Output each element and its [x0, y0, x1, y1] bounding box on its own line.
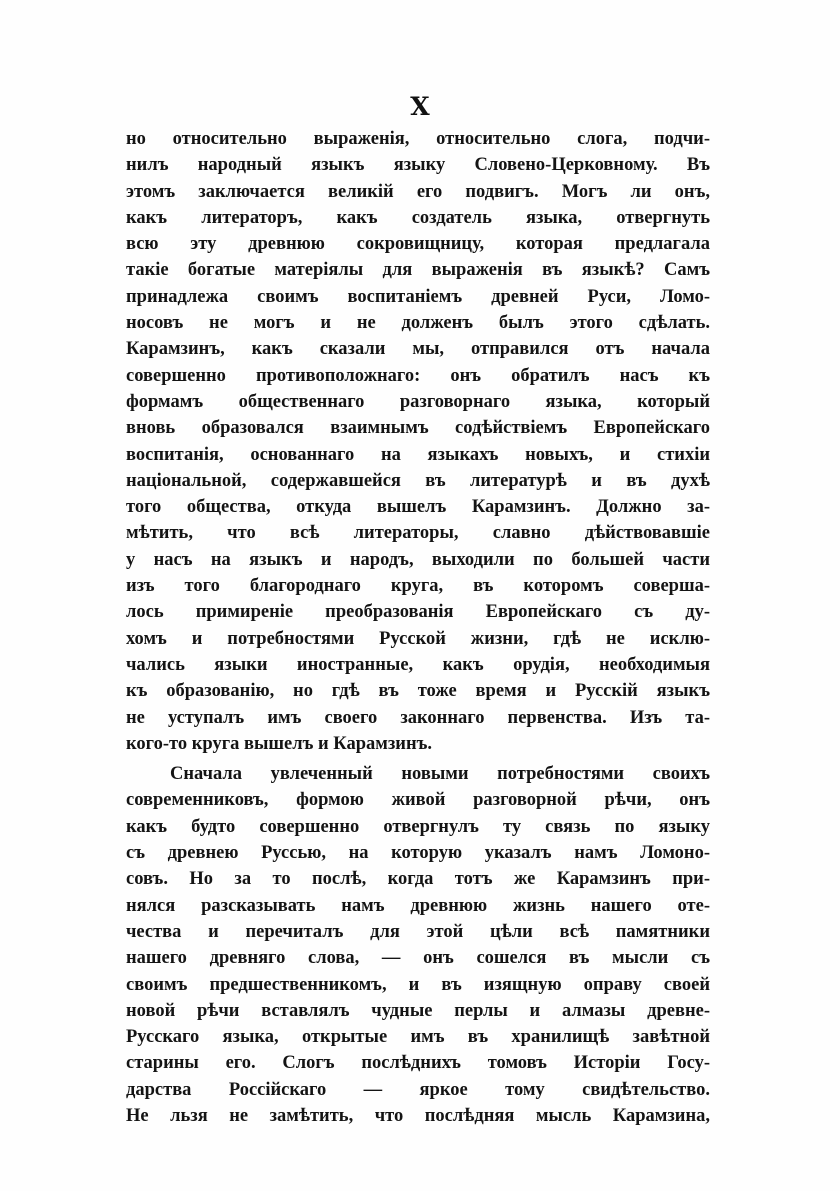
text-line: такіе богатые матеріялы для выраженія въ языкѣ? Самъ: [126, 260, 710, 281]
text-line: чались языки иностранные, какъ орудія, необходимыя: [126, 654, 710, 675]
text-line: Не льзя не замѣтить, что послѣдняя мысль Карамзина,: [126, 1105, 710, 1126]
text-line: воспитанія, основаннаго на языкахъ новыхъ, и стихіи: [126, 444, 710, 465]
text-line: нилъ народный языкъ языку Словено-Церковному. Въ: [126, 155, 710, 176]
text-line: Сначала увлеченный новыми потребностями своихъ: [170, 764, 710, 785]
text-line: формамъ общественнаго разговорнаго языка, который: [126, 391, 710, 412]
page-number: X: [410, 92, 430, 121]
paragraph-1: [126, 126, 710, 757]
text-line: совъ. Но за то послѣ, когда тотъ же Карамзинъ при-: [126, 869, 710, 890]
text-line: новой рѣчи вставлялъ чудные перлы и алмазы древне-: [126, 1000, 710, 1021]
text-line: хомъ и потребностями Русской жизни, гдѣ не исклю-: [126, 628, 710, 649]
text-line: національной, содержавшейся въ литературѣ и въ духѣ: [126, 470, 710, 491]
text-line: старины его. Слогъ послѣднихъ томовъ Исторіи Госу-: [126, 1053, 710, 1074]
text-line: этомъ заключается великій его подвигъ. Могъ ли онъ,: [126, 181, 710, 202]
text-line: къ образованію, но гдѣ въ тоже время и Русскій языкъ: [126, 681, 710, 702]
text-line: современниковъ, формою живой разговорной рѣчи, онъ: [126, 790, 710, 811]
text-line: изъ того благороднаго круга, въ которомъ соверша-: [126, 576, 710, 597]
text-line: Русскаго языка, открытые имъ въ хранилищѣ завѣтной: [126, 1027, 710, 1048]
text-line: но относительно выраженія, относительно слога, подчи-: [126, 129, 710, 149]
text-line: Карамзинъ, какъ сказали мы, отправился отъ начала: [126, 339, 710, 360]
text-line: у насъ на языкъ и народъ, выходили по большей части: [126, 549, 710, 570]
text-line: кого-то круга вышелъ и Карамзинъ.: [126, 733, 433, 754]
text-line: чества и перечиталъ для этой цѣли всѣ памятники: [126, 921, 710, 942]
text-line: съ древнею Руссью, на которую указалъ намъ Ломоно-: [126, 843, 710, 864]
text-line: какъ литераторъ, какъ создатель языка, отвергнуть: [126, 207, 710, 228]
text-line: принадлежа своимъ воспитаніемъ древней Руси, Ломо-: [126, 286, 710, 307]
text-line: лось примиреніе преобразованія Европейскаго съ ду-: [126, 602, 710, 623]
text-line: того общества, откуда вышелъ Карамзинъ. Должно за-: [126, 497, 710, 518]
paragraph-2: [126, 761, 710, 1129]
text-line: нашего древняго слова, — онъ сошелся въ мысли съ: [126, 948, 710, 969]
text-line: всю эту древнюю сокровищницу, которая предлагала: [126, 234, 710, 255]
text-line: совершенно противоположнаго: онъ обратилъ насъ къ: [126, 365, 710, 386]
text-line: нялся разсказывать намъ древнюю жизнь нашего оте-: [126, 895, 710, 916]
text-line: своимъ предшественникомъ, и въ изящную оправу своей: [126, 974, 710, 995]
text-line: мѣтить, что всѣ литераторы, славно дѣйствовавшіе: [126, 523, 710, 544]
body-text: [126, 126, 710, 1129]
text-line: носовъ не могъ и не долженъ былъ этого сдѣлать.: [126, 313, 710, 334]
text-line: не уступалъ имъ своего законнаго первенства. Изъ та-: [126, 707, 710, 728]
text-line: какъ будто совершенно отвергнулъ ту связь по языку: [126, 816, 710, 837]
text-line: дарства Россійскаго — яркое тому свидѣтельство.: [126, 1079, 710, 1100]
text-line: вновь образовался взаимнымъ содѣйствіемъ Европейскаго: [126, 418, 710, 439]
